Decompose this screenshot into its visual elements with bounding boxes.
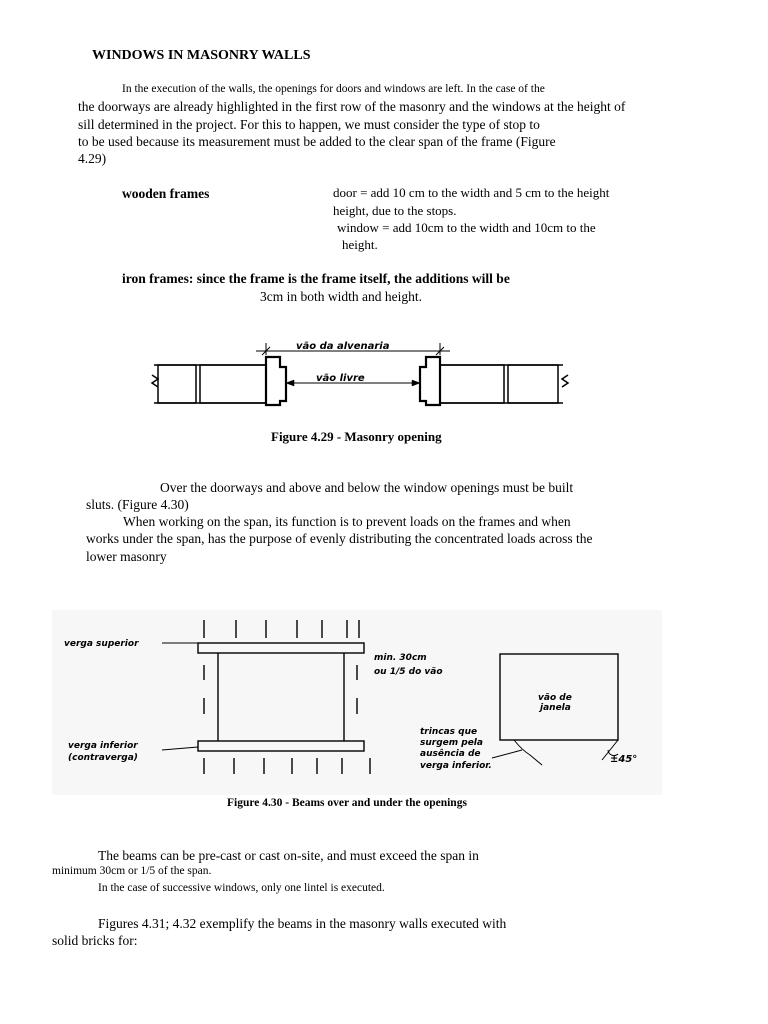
para4-line-2: solid bricks for: [52,933,138,948]
intro-line-5: 4.29) [78,151,107,166]
para4-line-1: Figures 4.31; 4.32 exemplify the beams in the masonry walls executed with [98,916,507,931]
fig30-vao-1: vão de [538,693,572,703]
wooden-door-line-2: height, due to the stops. [333,203,457,218]
para2-line-4: works under the span, has the purpose of evenly distributing the concentrated loads across the [86,531,593,546]
fig30-angle: ±45° [610,754,638,765]
para2-line-2: sluts. (Figure 4.30) [86,497,189,512]
wooden-window-line-2: height. [342,237,378,252]
figure-4-29-drawing [148,335,578,425]
para2-line-3: When working on the span, its function is to prevent loads on the frames and when [123,514,571,529]
figure-4-29-caption: Figure 4.29 - Masonry opening [271,429,442,444]
intro-line-3: sill determined in the project. For this to happen, we must consider the type of stop to [78,117,540,132]
para3-line-1: The beams can be pre-cast or cast on-site, and must exceed the span in [98,848,479,863]
intro-line-4: to be used because its measurement must be added to the clear span of the frame (Figure [78,134,556,149]
fig30-trincas-1: trincas que [420,727,478,737]
fig30-vao-2: janela [540,703,571,713]
fig29-label-mid: vão livre [316,373,365,384]
para2-line-5: lower masonry [86,549,167,564]
fig30-contraverga: (contraverga) [68,753,138,763]
wooden-frames-label: wooden frames [122,186,210,201]
fig30-trincas-2: surgem pela [420,738,483,748]
figure-4-30-drawing [52,610,662,795]
fig30-min-2: ou 1/5 do vão [374,667,443,677]
fig30-trincas-3: ausência de [420,749,481,759]
para3-line-3: In the case of successive windows, only one lintel is executed. [98,882,385,894]
fig29-label-top: vão da alvenaria [296,341,390,352]
para3-line-2: minimum 30cm or 1/5 of the span. [52,865,212,877]
fig30-verga-superior: verga superior [64,639,139,649]
page-title: WINDOWS IN MASONRY WALLS [92,48,311,63]
para2-line-1: Over the doorways and above and below the window openings must be built [160,480,574,495]
fig30-trincas-4: verga inferior. [420,761,492,771]
fig30-verga-inferior: verga inferior [68,741,138,751]
intro-line-1: In the execution of the walls, the openings for doors and windows are left. In the case of the [122,83,545,95]
iron-frames-line-2: 3cm in both width and height. [260,289,422,304]
figure-4-30-caption: Figure 4.30 - Beams over and under the openings [227,797,467,809]
fig30-min-1: min. 30cm [374,653,427,663]
wooden-door-line-1: door = add 10 cm to the width and 5 cm to the height [333,185,610,200]
wooden-window-line-1: window = add 10cm to the width and 10cm to the [337,220,596,235]
iron-frames-line-1: iron frames: since the frame is the frame itself, the additions will be [122,271,510,286]
intro-line-2: the doorways are already highlighted in the first row of the masonry and the windows at the height of [78,99,626,114]
